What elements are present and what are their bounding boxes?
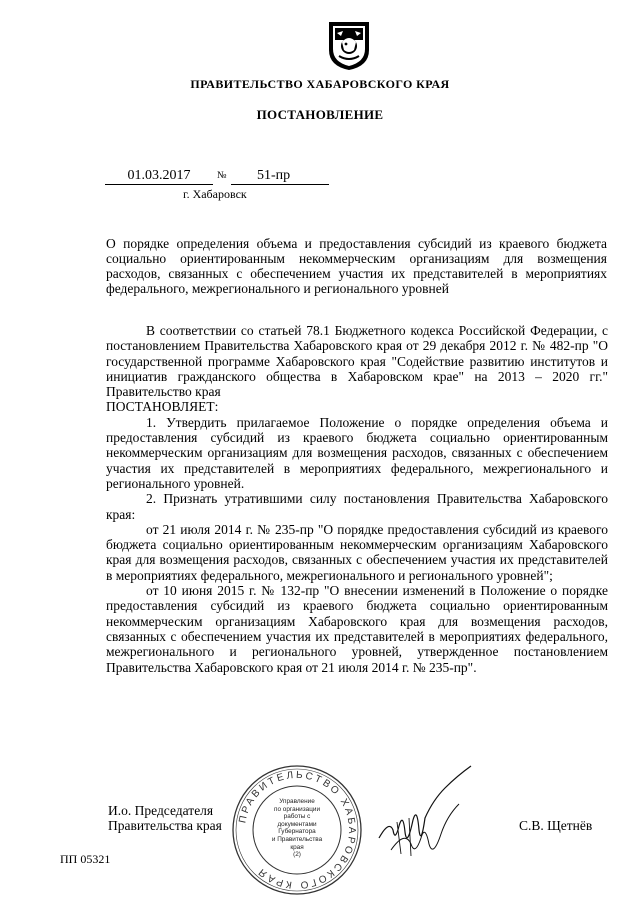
document-body: [106, 323, 608, 675]
seal-inner-text: [264, 798, 330, 859]
item-2b: от 10 июня 2015 г. № 132-пр "О внесении изменений в Положение о порядке предоставления субсидий из краевого бюджета социально ориентированным некоммерческим организациям Хабаровского края для возмещения расходов, связанных с обеспечением участия их представителей в мероприятиях федерального, межрегионального и регионального уровней, утвержденное постановлением Правительства Хабаровского края от 21 июля 2014 г. № 235-пр".: [106, 583, 608, 675]
seal-line: по организации: [273, 805, 321, 813]
document-number: 51-пр: [231, 167, 329, 185]
signer-position-line1: И.о. Председателя: [108, 803, 214, 818]
number-sign: №: [217, 170, 227, 181]
document-type: ПОСТАНОВЛЕНИЕ: [256, 107, 384, 122]
decree-word: ПОСТАНОВЛЯЕТ:: [106, 399, 219, 415]
seal-line: Управление: [279, 798, 315, 805]
item-2: 2. Признать утратившими силу постановления Правительства Хабаровского края:: [106, 491, 608, 522]
handwritten-signature: [375, 760, 485, 870]
organization-title: ПРАВИТЕЛЬСТВО ХАБАРОВСКОГО КРАЯ: [190, 77, 450, 91]
signer-position: [108, 803, 222, 833]
signer-name: С.В. Щетнёв: [519, 818, 593, 833]
preamble-paragraph: В соответствии со статьей 78.1 Бюджетного кодекса Российской Федерации, с постановлением Правительства Хабаровского края от 29 декабря 2012 г. № 482-пр "О государственной программе Хабаровского края "Содействие развитию институтов и инициатив гражданского общества в Хабаровском крае" на 2013 – 2020 гг." Правительство края: [106, 323, 608, 400]
seal-line: работы с документами: [277, 813, 317, 828]
seal-line: края: [290, 843, 304, 851]
signer-position-line2: Правительства края: [108, 818, 222, 833]
seal-line: (2): [293, 851, 301, 859]
footer-code: ПП 05321: [60, 852, 111, 866]
item-1: 1. Утвердить прилагаемое Положение о порядке определения объема и предоставления субсидий из краевого бюджета социально ориентированным некоммерческим организациям для возмещения расходов, связанных с обеспечением участия их представителей в мероприятиях федерального, межрегионального и регионального уровней.: [106, 414, 608, 491]
coat-of-arms-emblem: [327, 20, 371, 72]
seal-ring-text: ПРАВИТЕЛЬСТВО ХАБАРОВСКОГО КРАЯ: [237, 769, 358, 891]
seal-line: и Правительства: [271, 835, 323, 843]
city: г. Хабаровск: [183, 187, 247, 201]
item-2a: от 21 июля 2014 г. № 235-пр "О порядке предоставления субсидий из краевого бюджета социально ориентированным некоммерческим организациям Хабаровского края для возмещения расходов, связанных с обеспечением участия их представителей в мероприятиях федерального, межрегионального и регионального уровней";: [106, 521, 608, 583]
document-subject: О порядке определения объема и предоставления субсидий из краевого бюджета социально ориентированным некоммерческим организациям для возмещения расходов, связанных с обеспечением участия их представителей в мероприятиях федерального, межрегионального и регионального уровней: [106, 236, 607, 296]
document-date: 01.03.2017: [105, 167, 213, 185]
seal-line: Губернатора: [278, 828, 316, 836]
